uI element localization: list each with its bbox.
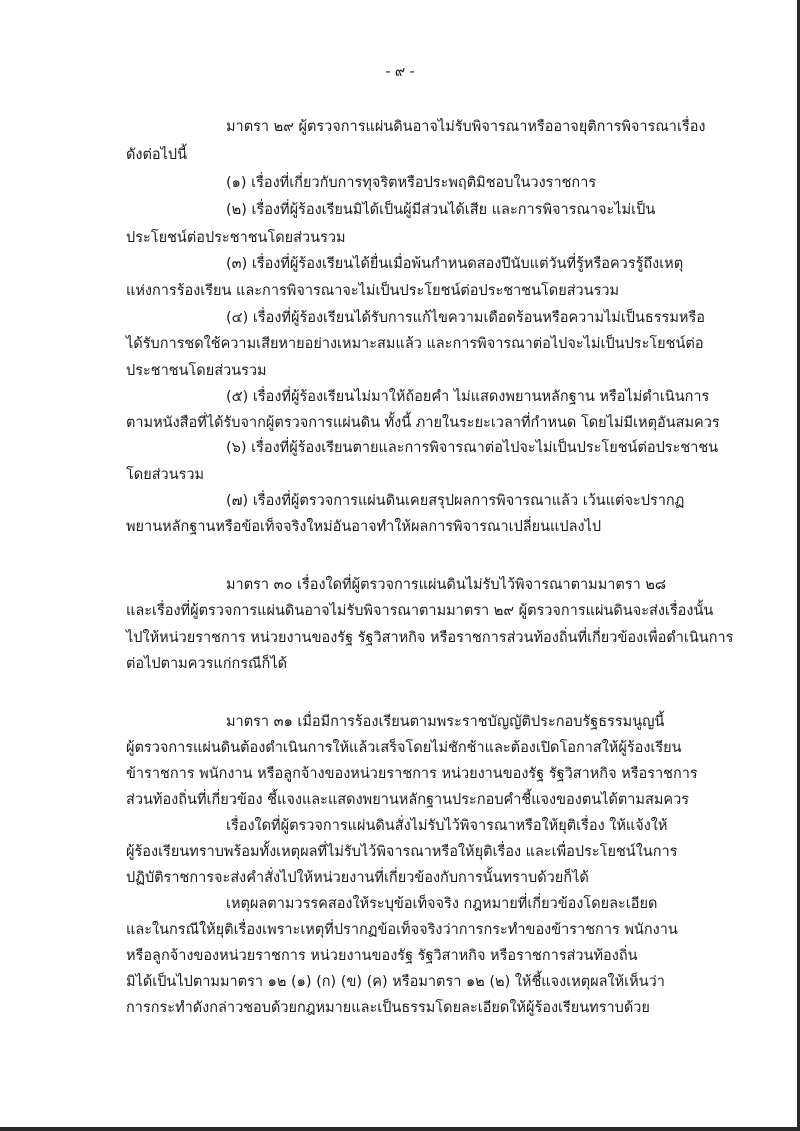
section-31-heading-line: มาตรา ๓๑ เมื่อมีการร้องเรียนตามพระราชบัญญัติประกอบรัฐธรรมนูญนี้ [226, 714, 665, 730]
section-30-line-2: และเรื่องที่ผู้ตรวจการแผ่นดินอาจไม่รับพิจารณาตามมาตรา ๒๙ ผู้ตรวจการแผ่นดินจะส่งเรื่องนั้น [126, 603, 714, 619]
section-29-item-2-line-2: ประโยชน์ต่อประชาชนโดยส่วนรวม [126, 230, 346, 246]
section-29-item-4-line-1: (๔) เรื่องที่ผู้ร้องเรียนได้รับการแก้ไขความเดือดร้อนหรือความไม่เป็นธรรมหรือ [226, 310, 705, 326]
section-31-line-4: ส่วนท้องถิ่นที่เกี่ยวข้อง ชี้แจงและแสดงพยานหลักฐานประกอบคำชี้แจงของตนได้ตามสมควร [126, 792, 690, 808]
section-29-item-3-line-1: (๓) เรื่องที่ผู้ร้องเรียนได้ยื่นเมื่อพ้นกำหนดสองปีนับแต่วันที่รู้หรือควรรู้ถึงเหตุ [226, 256, 684, 272]
section-29-item-4-line-2: ได้รับการชดใช้ความเสียหายอย่างเหมาะสมแล้ว และการพิจารณาต่อไปจะไม่เป็นประโยชน์ต่อ [126, 336, 704, 352]
section-29-item-6-line-1: (๖) เรื่องที่ผู้ร้องเรียนตายและการพิจารณาต่อไปจะไม่เป็นประโยชน์ต่อประชาชน [226, 440, 719, 456]
section-31-para-2-line-2: ผู้ร้องเรียนทราบพร้อมทั้งเหตุผลที่ไม่รับไว้พิจารณาหรือให้ยุติเรื่อง และเพื่อประโยชน์ในการ [126, 844, 678, 860]
section-29-item-6-line-2: โดยส่วนรวม [126, 467, 205, 483]
section-29-item-4-line-3: ประชาชนโดยส่วนรวม [126, 363, 267, 379]
section-31-line-3: ข้าราชการ พนักงาน หรือลูกจ้างของหน่วยราชการ หน่วยงานของรัฐ รัฐวิสาหกิจ หรือราชการ [126, 766, 698, 782]
section-29-item-1: (๑) เรื่องที่เกี่ยวกับการทุจริตหรือประพฤติมิชอบในวงราชการ [226, 175, 597, 191]
section-30-line-4: ต่อไปตามควรแก่กรณีก็ได้ [126, 656, 288, 672]
page-number: - ๙ - [385, 64, 415, 80]
section-31-para-3-line-4: มิได้เป็นไปตามมาตรา ๑๒ (๑) (ก) (ข) (ค) หรือมาตรา ๑๒ (๒) ให้ชี้แจงเหตุผลให้เห็นว่า [126, 974, 665, 990]
section-29-item-7-line-2: พยานหลักฐานหรือข้อเท็จจริงใหม่อันอาจทำให้ผลการพิจารณาเปลี่ยนแปลงไป [126, 519, 602, 535]
section-31-para-3-line-5: การกระทำดังกล่าวชอบด้วยกฎหมายและเป็นธรรมโดยละเอียดให้ผู้ร้องเรียนทราบด้วย [126, 1000, 650, 1016]
section-30-heading-line: มาตรา ๓๐ เรื่องใดที่ผู้ตรวจการแผ่นดินไม่รับไว้พิจารณาตามมาตรา ๒๘ [226, 577, 667, 593]
section-29-heading-line: มาตรา ๒๙ ผู้ตรวจการแผ่นดินอาจไม่รับพิจารณาหรืออาจยุติการพิจารณาเรื่อง [226, 119, 706, 135]
section-31-para-3-line-3: หรือลูกจ้างของหน่วยราชการ หน่วยงานของรัฐ รัฐวิสาหกิจ หรือราชการส่วนท้องถิ่น [126, 948, 638, 964]
section-30-line-3: ไปให้หน่วยราชการ หน่วยงานของรัฐ รัฐวิสาหกิจ หรือราชการส่วนท้องถิ่นที่เกี่ยวข้องเพื่อดำเนินการ [126, 630, 734, 646]
section-31-para-3-line-1: เหตุผลตามวรรคสองให้ระบุข้อเท็จจริง กฎหมายที่เกี่ยวข้องโดยละเอียด [226, 896, 658, 912]
section-29-item-5-line-2: ตามหนังสือที่ได้รับจากผู้ตรวจการแผ่นดิน ทั้งนี้ ภายในระยะเวลาที่กำหนด โดยไม่มีเหตุอันสมควร [126, 415, 720, 431]
section-31-para-2-line-3: ปฏิบัติราชการจะส่งคำสั่งไปให้หน่วยงานที่เกี่ยวข้องกับการนั้นทราบด้วยก็ได้ [126, 870, 589, 886]
section-29-item-7-line-1: (๗) เรื่องที่ผู้ตรวจการแผ่นดินเคยสรุปผลการพิจารณาแล้ว เว้นแต่จะปรากฏ [226, 493, 685, 509]
section-29-item-5-line-1: (๕) เรื่องที่ผู้ร้องเรียนไม่มาให้ถ้อยคำ ไม่แสดงพยานหลักฐาน หรือไม่ดำเนินการ [226, 389, 710, 405]
section-29-item-3-line-2: แห่งการร้องเรียน และการพิจารณาจะไม่เป็นประโยชน์ต่อประชาชนโดยส่วนรวม [126, 283, 620, 299]
section-29-item-2-line-1: (๒) เรื่องที่ผู้ร้องเรียนมิได้เป็นผู้มีส่วนได้เสีย และการพิจารณาจะไม่เป็น [226, 202, 656, 218]
section-29-intro-line: ดังต่อไปนี้ [126, 147, 188, 163]
section-31-para-3-line-2: และในกรณีให้ยุติเรื่องเพราะเหตุที่ปรากฏข้อเท็จจริงว่าการกระทำของข้าราชการ พนักงาน [126, 922, 678, 938]
section-31-line-2: ผู้ตรวจการแผ่นดินต้องดำเนินการให้แล้วเสร็จโดยไม่ชักช้าและต้องเปิดโอกาสให้ผู้ร้องเรียน [126, 740, 682, 756]
section-31-para-2-line-1: เรื่องใดที่ผู้ตรวจการแผ่นดินสั่งไม่รับไว้พิจารณาหรือให้ยุติเรื่อง ให้แจ้งให้ [226, 818, 668, 834]
scan-edge-bottom [0, 1127, 800, 1131]
